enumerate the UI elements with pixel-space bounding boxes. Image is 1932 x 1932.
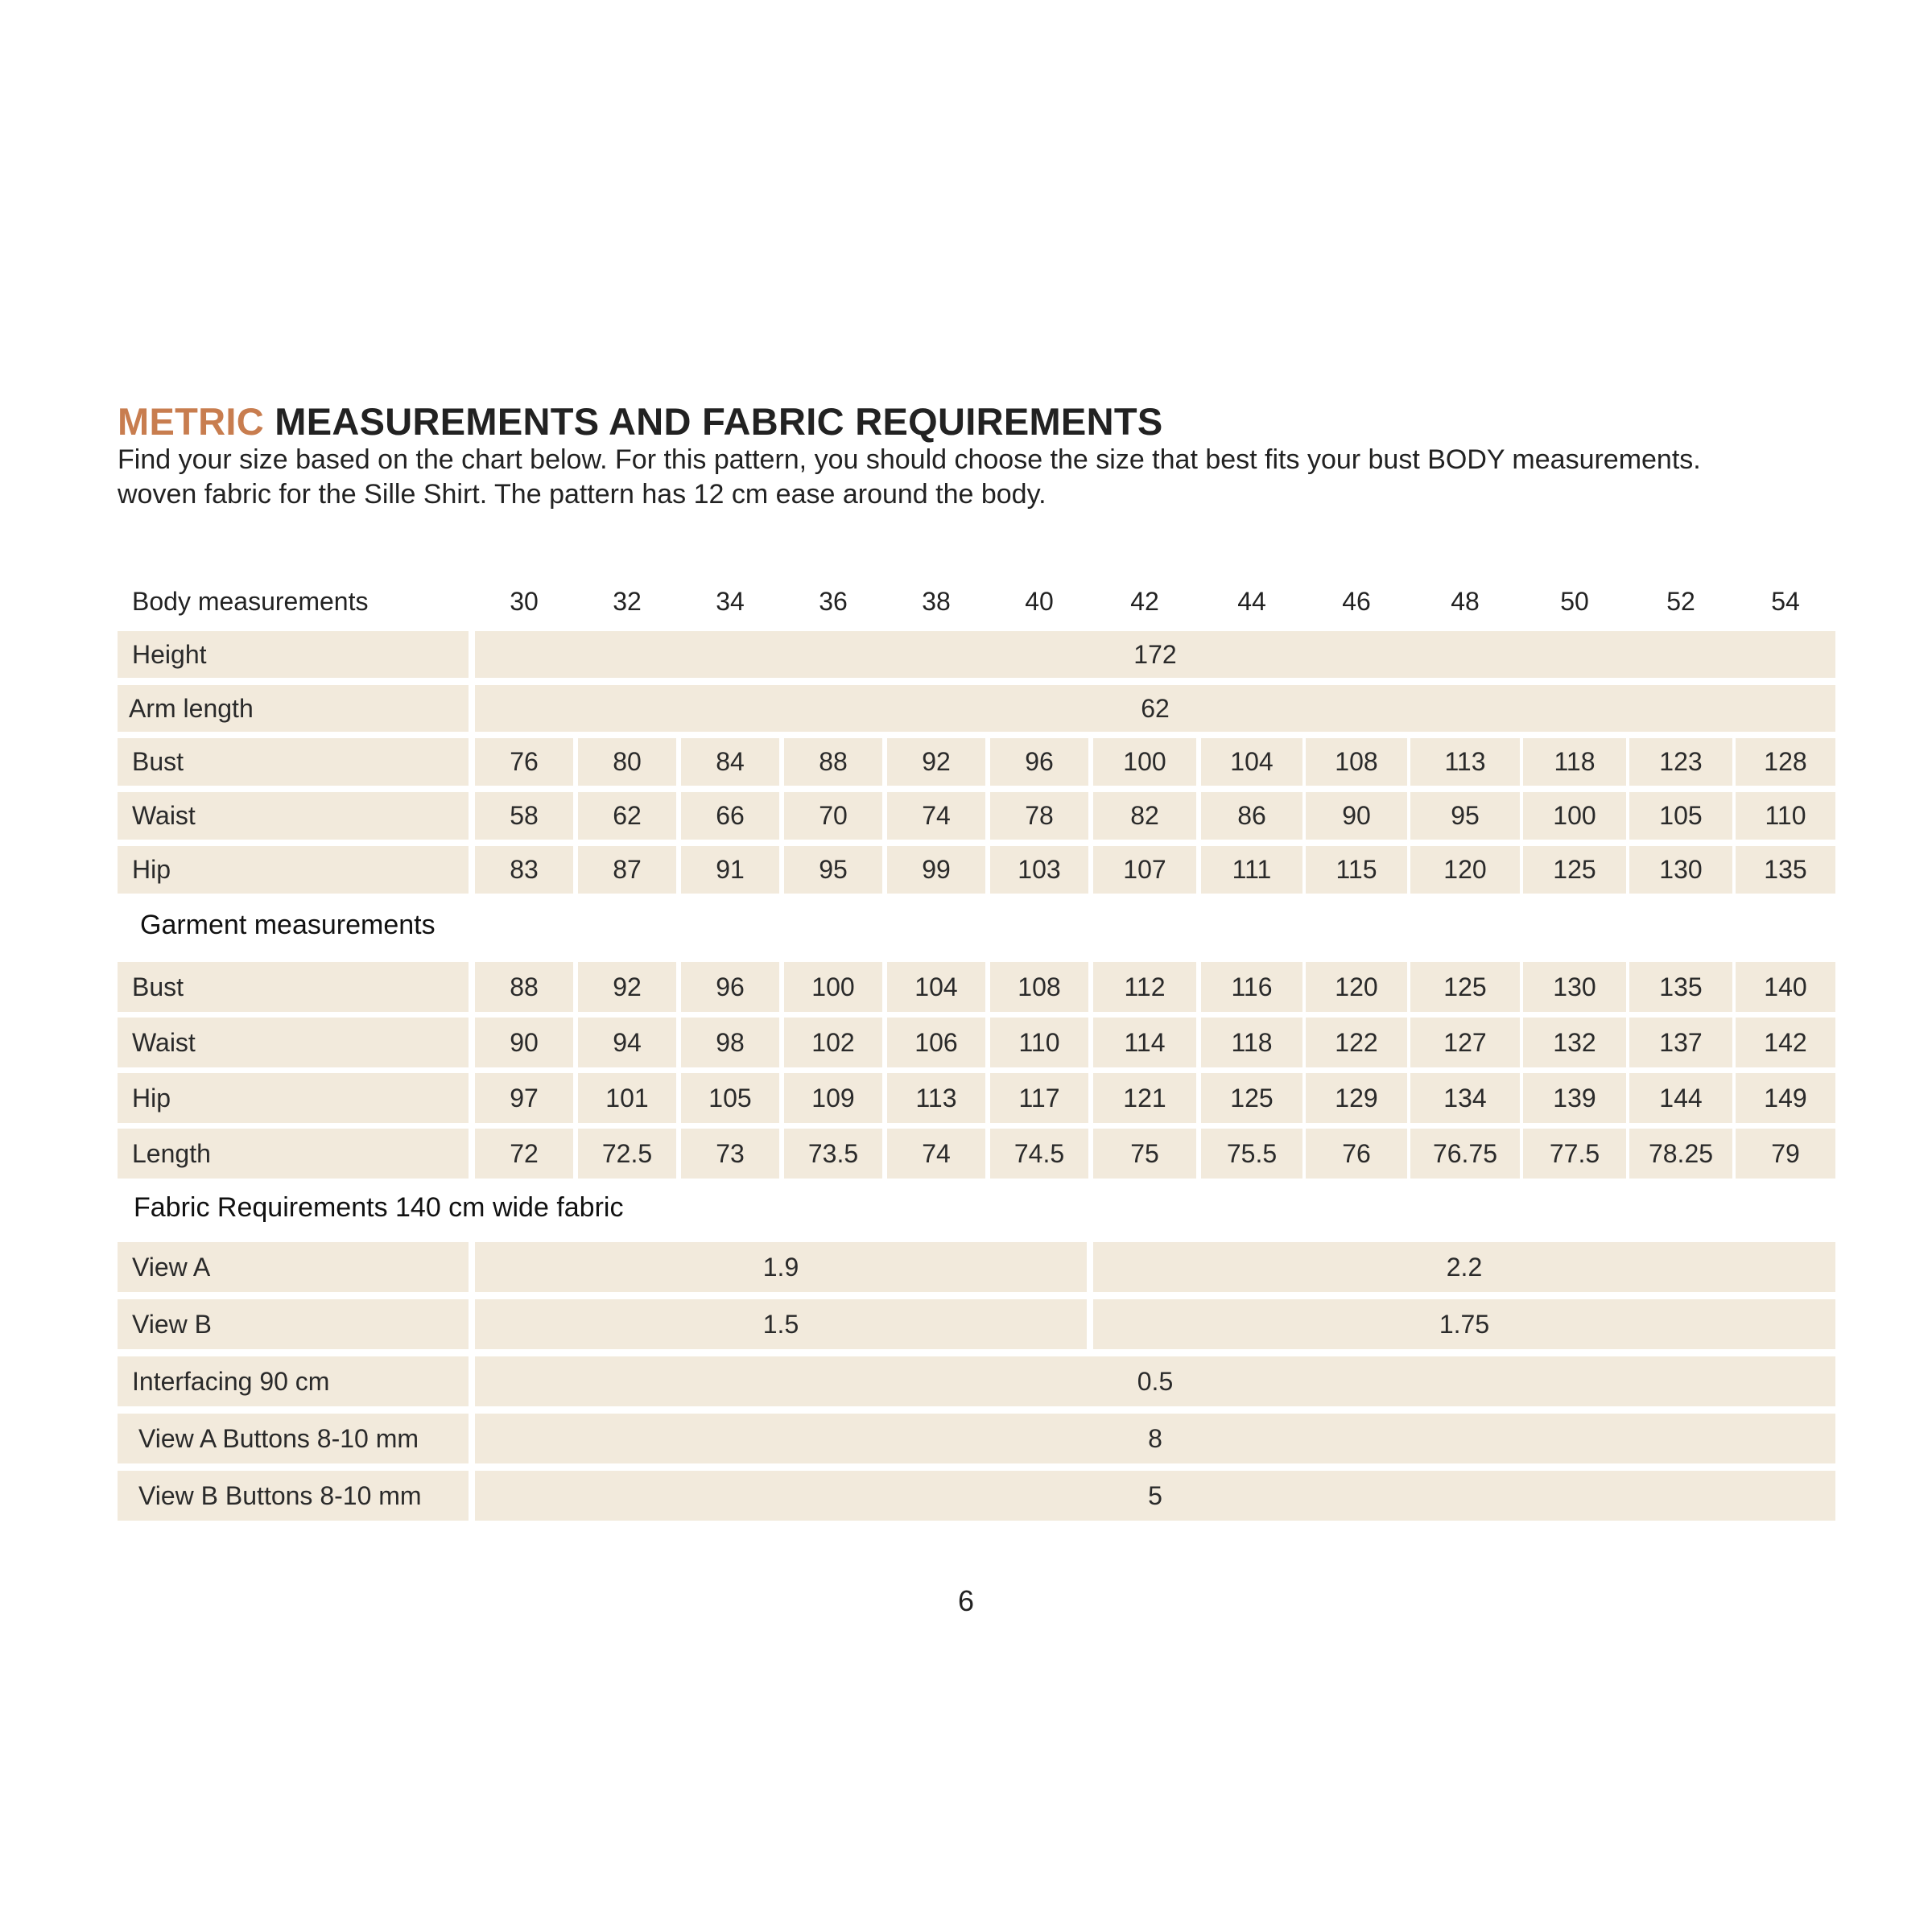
page-number: 6 <box>957 1584 975 1617</box>
value-cell: 72.5 <box>578 1129 676 1179</box>
value-cell: 91 <box>681 846 779 894</box>
size-header: 34 <box>716 586 745 616</box>
value-cell: 122 <box>1306 1018 1407 1067</box>
value-cell: 105 <box>1629 792 1732 840</box>
row-label: View B <box>118 1299 469 1349</box>
value-cell: 110 <box>990 1018 1088 1067</box>
size-header: 40 <box>1025 586 1054 616</box>
value-cell: 95 <box>1410 792 1520 840</box>
fabric-value-all-sizes: 0.5 <box>475 1356 1835 1406</box>
value-cell: 92 <box>887 738 985 786</box>
value-cell: 110 <box>1736 792 1835 840</box>
value-cell: 149 <box>1736 1073 1835 1123</box>
row-label: Hip <box>118 846 469 894</box>
value-cell: 66 <box>681 792 779 840</box>
value-cell: 108 <box>1306 738 1407 786</box>
value-cell: 100 <box>1523 792 1626 840</box>
row-label: Height <box>118 631 469 678</box>
value-cell: 96 <box>681 962 779 1012</box>
value-cell: 128 <box>1736 738 1835 786</box>
value-cell: 76 <box>1306 1129 1407 1179</box>
value-cell: 104 <box>1201 738 1302 786</box>
title-rest: MEASUREMENTS AND FABRIC REQUIREMENTS <box>263 400 1163 443</box>
value-cell: 130 <box>1523 962 1626 1012</box>
value-cell: 118 <box>1201 1018 1302 1067</box>
value-cell: 125 <box>1201 1073 1302 1123</box>
row-label: Hip <box>118 1073 469 1123</box>
value-cell: 78.25 <box>1629 1129 1732 1179</box>
fabric-value-small-sizes: 1.9 <box>475 1242 1087 1292</box>
intro-line-1: Find your size based on the chart below. For this pattern, you should choose the size that best fits your bust BODY measurements. <box>118 444 1701 475</box>
value-cell: 94 <box>578 1018 676 1067</box>
value-cell: 106 <box>887 1018 985 1067</box>
value-cell: 80 <box>578 738 676 786</box>
value-cell: 90 <box>1306 792 1407 840</box>
intro-line-2: woven fabric for the Sille Shirt. The pattern has 12 cm ease around the body. <box>118 479 1046 510</box>
value-cell: 144 <box>1629 1073 1732 1123</box>
value-cell: 88 <box>784 738 882 786</box>
size-header: 52 <box>1666 586 1695 616</box>
value-cell: 114 <box>1093 1018 1196 1067</box>
value-cell: 137 <box>1629 1018 1732 1067</box>
size-header: 38 <box>922 586 951 616</box>
fabric-value-all-sizes: 8 <box>475 1414 1835 1463</box>
value-cell: 83 <box>475 846 573 894</box>
value-cell: 142 <box>1736 1018 1835 1067</box>
row-label: View A Buttons 8-10 mm <box>118 1414 469 1463</box>
value-cell: 75.5 <box>1201 1129 1302 1179</box>
fabric-value-all-sizes: 5 <box>475 1471 1835 1521</box>
value-cell: 120 <box>1410 846 1520 894</box>
value-cell: 72 <box>475 1129 573 1179</box>
value-cell: 105 <box>681 1073 779 1123</box>
value-cell: 140 <box>1736 962 1835 1012</box>
row-label: Length <box>118 1129 469 1179</box>
value-cell: 82 <box>1093 792 1196 840</box>
value-cell: 104 <box>887 962 985 1012</box>
value-cell: 135 <box>1736 846 1835 894</box>
value-cell: 101 <box>578 1073 676 1123</box>
value-cell: 134 <box>1410 1073 1520 1123</box>
intro-text <box>118 443 1701 512</box>
value-cell: 113 <box>1410 738 1520 786</box>
value-cell: 100 <box>784 962 882 1012</box>
value-cell: 116 <box>1201 962 1302 1012</box>
value-cell: 78 <box>990 792 1088 840</box>
value-cell: 90 <box>475 1018 573 1067</box>
size-header: 54 <box>1771 586 1800 616</box>
value-cell: 84 <box>681 738 779 786</box>
value-cell: 100 <box>1093 738 1196 786</box>
row-label: Arm length <box>118 685 469 732</box>
value-cell: 132 <box>1523 1018 1626 1067</box>
value-cell: 77.5 <box>1523 1129 1626 1179</box>
row-label: Interfacing 90 cm <box>118 1356 469 1406</box>
title-accent: METRIC <box>118 400 264 443</box>
body-measurements-header: Body measurements <box>132 586 369 616</box>
value-cell: 112 <box>1093 962 1196 1012</box>
value-cell: 76 <box>475 738 573 786</box>
value-cell: 58 <box>475 792 573 840</box>
spanning-value-cell: 172 <box>475 631 1835 678</box>
value-cell: 76.75 <box>1410 1129 1520 1179</box>
value-cell: 139 <box>1523 1073 1626 1123</box>
value-cell: 115 <box>1306 846 1407 894</box>
value-cell: 107 <box>1093 846 1196 894</box>
value-cell: 92 <box>578 962 676 1012</box>
value-cell: 125 <box>1410 962 1520 1012</box>
value-cell: 74 <box>887 1129 985 1179</box>
value-cell: 135 <box>1629 962 1732 1012</box>
size-header: 30 <box>510 586 539 616</box>
value-cell: 98 <box>681 1018 779 1067</box>
value-cell: 86 <box>1201 792 1302 840</box>
value-cell: 97 <box>475 1073 573 1123</box>
value-cell: 120 <box>1306 962 1407 1012</box>
value-cell: 121 <box>1093 1073 1196 1123</box>
row-label: Bust <box>118 962 469 1012</box>
value-cell: 117 <box>990 1073 1088 1123</box>
value-cell: 73.5 <box>784 1129 882 1179</box>
size-header: 50 <box>1560 586 1589 616</box>
value-cell: 79 <box>1736 1129 1835 1179</box>
value-cell: 109 <box>784 1073 882 1123</box>
value-cell: 127 <box>1410 1018 1520 1067</box>
size-header: 48 <box>1451 586 1480 616</box>
value-cell: 130 <box>1629 846 1732 894</box>
value-cell: 113 <box>887 1073 985 1123</box>
value-cell: 70 <box>784 792 882 840</box>
value-cell: 125 <box>1523 846 1626 894</box>
value-cell: 95 <box>784 846 882 894</box>
value-cell: 102 <box>784 1018 882 1067</box>
row-label: View B Buttons 8-10 mm <box>118 1471 469 1521</box>
page-title <box>118 399 1162 444</box>
value-cell: 129 <box>1306 1073 1407 1123</box>
value-cell: 108 <box>990 962 1088 1012</box>
fabric-value-large-sizes: 1.75 <box>1093 1299 1835 1349</box>
size-header: 36 <box>819 586 848 616</box>
value-cell: 73 <box>681 1129 779 1179</box>
value-cell: 99 <box>887 846 985 894</box>
value-cell: 123 <box>1629 738 1732 786</box>
value-cell: 88 <box>475 962 573 1012</box>
value-cell: 75 <box>1093 1129 1196 1179</box>
value-cell: 87 <box>578 846 676 894</box>
size-header: 44 <box>1237 586 1266 616</box>
size-header: 42 <box>1130 586 1159 616</box>
row-label: Waist <box>118 792 469 840</box>
fabric-value-large-sizes: 2.2 <box>1093 1242 1835 1292</box>
garment-measurements-header: Garment measurements <box>140 910 436 940</box>
spanning-value-cell: 62 <box>475 685 1835 732</box>
size-header: 32 <box>613 586 642 616</box>
value-cell: 103 <box>990 846 1088 894</box>
value-cell: 96 <box>990 738 1088 786</box>
value-cell: 62 <box>578 792 676 840</box>
fabric-value-small-sizes: 1.5 <box>475 1299 1087 1349</box>
row-label: Waist <box>118 1018 469 1067</box>
size-header: 46 <box>1342 586 1371 616</box>
value-cell: 111 <box>1201 846 1302 894</box>
value-cell: 74 <box>887 792 985 840</box>
fabric-requirements-header: Fabric Requirements 140 cm wide fabric <box>134 1192 624 1223</box>
value-cell: 118 <box>1523 738 1626 786</box>
row-label: View A <box>118 1242 469 1292</box>
row-label: Bust <box>118 738 469 786</box>
value-cell: 74.5 <box>990 1129 1088 1179</box>
